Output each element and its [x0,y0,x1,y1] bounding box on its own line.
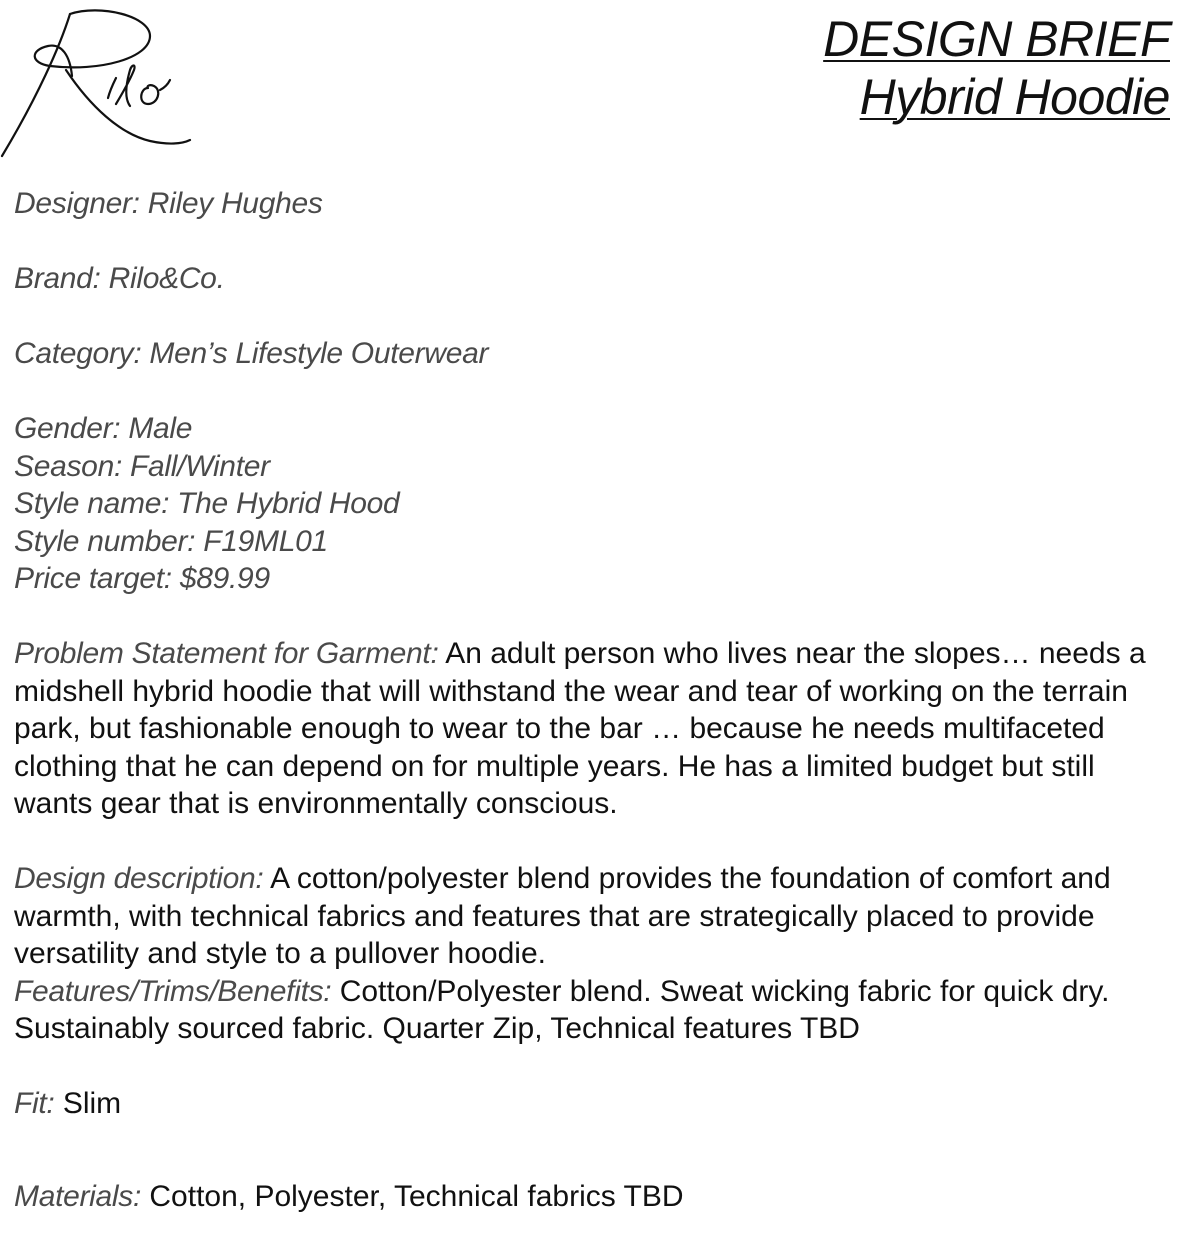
materials-label: Materials: [14,1179,142,1213]
materials-line [14,1178,1164,1216]
designer-line: Designer: Riley Hughes [14,187,323,220]
price-target-line: Price target: $89.99 [14,562,270,595]
season-line: Season: Fall/Winter [14,449,270,483]
features-trims-benefits [14,973,1164,1048]
style-name-line: Style name: The Hybrid Hood [14,487,400,520]
fit-line [14,1085,1164,1123]
materials-value: Cotton, Polyester, Technical fabrics TBD [149,1179,684,1213]
features-text: Cotton/Polyester blend. Sweat wicking fabric for quick dry. Sustainably sourced fabric. Quarter Zip, Technical features TBD [14,974,1110,1045]
fit-value: Slim [62,1087,122,1120]
problem-statement [14,635,1164,823]
problem-statement-text: An adult person who lives near the slopes… needs a midshell hybrid hoodie that will withstand the wear and tear of working on the terrain park, but fashionable enough to wear to the bar … because he needs multifaceted clothing that he can depend on for multiple years. He has a limited budget but still wants gear that is environmentally conscious. [14,637,1146,820]
features-label: Features/Trims/Benefits: [14,974,332,1008]
design-description-text: A cotton/polyester blend provides the foundation of comfort and warmth, with technical fabrics and features that are strategically placed to provide versatility and style to a pullover hoodie. [14,862,1111,970]
document-title [823,10,1170,126]
design-description [14,860,1164,973]
fit-label: Fit: [14,1087,55,1120]
category-line: Category: Men’s Lifestyle Outerwear [14,337,489,370]
design-description-label: Design description: [14,862,264,895]
rilo-signature-logo [0,6,200,162]
brand-line: Brand: Rilo&Co. [14,262,225,295]
style-number-line: Style number: F19ML01 [14,524,328,558]
title-line-design-brief: DESIGN BRIEF [823,11,1170,67]
title-line-hybrid-hoodie: Hybrid Hoodie [859,69,1170,125]
gender-line: Gender: Male [14,412,193,445]
brief-content [14,185,1164,1215]
problem-statement-label: Problem Statement for Garment: [14,637,439,670]
